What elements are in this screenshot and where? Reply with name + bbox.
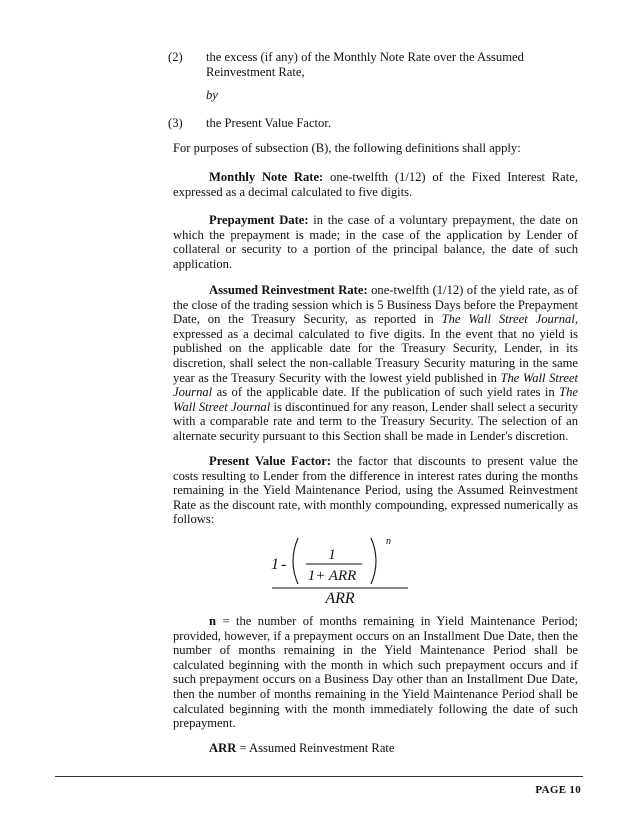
formula-left-paren xyxy=(293,538,298,584)
formula-inner-denominator: 1+ ARR xyxy=(307,568,357,584)
definition-term: Present Value Factor: xyxy=(209,454,332,468)
page-number: PAGE 10 xyxy=(535,784,581,796)
definition-text-part: as of the applicable date. If the publication of such yield rates in xyxy=(212,385,560,400)
definition-arr xyxy=(173,741,578,756)
formula-graphic xyxy=(268,535,418,607)
definition-n xyxy=(173,614,578,731)
definition-term: n xyxy=(209,614,217,628)
definition-text-part: one-twelfth (1/12) of the yield rate, as of the close of the trading session which is 5 Business Days before the Prepayment Date, on the Treasury Security, as reported in xyxy=(173,283,578,327)
formula-exponent: n xyxy=(386,536,391,547)
intro-paragraph xyxy=(173,141,578,156)
formula-minus: - xyxy=(281,556,287,573)
definition-text-part: is discontinued for any reason, Lender shall select a security with a comparable rate and term to the Treasury Security. The selection of an alternate security pursuant to this Section shall be made in Lender's discretion. xyxy=(173,399,578,443)
definition-term: Prepayment Date: xyxy=(209,213,309,227)
definition-term: ARR xyxy=(209,741,237,755)
formula-denominator: ARR xyxy=(325,590,355,607)
formula-right-paren xyxy=(371,538,376,584)
definition-assumed-reinvestment-rate xyxy=(173,283,578,444)
list-item-3 xyxy=(168,116,578,131)
publication-name: The Wall Street Journal xyxy=(441,312,575,327)
definition-monthly-note-rate xyxy=(173,170,578,199)
list-item-text: the Present Value Factor. xyxy=(206,116,331,130)
list-item-text: the excess (if any) of the Monthly Note Rate over the Assumed Reinvestment Rate, xyxy=(206,50,524,79)
definition-term: Monthly Note Rate: xyxy=(209,170,324,184)
connector-by: by xyxy=(206,88,218,102)
definition-text-part: , expressed as a decimal calculated to five digits. In the event that no yield is published on the applicable date for the Treasury Security, Lender, in its discretion, shall select the non-callable Treasury Security maturing in the same year as the Treasury Security with the lowest yield published in xyxy=(173,312,578,385)
list-item-number: (3) xyxy=(168,116,183,130)
connector-text xyxy=(206,88,578,103)
definition-text: in the case of a voluntary prepayment, the date on which the prepayment is made; in the case of the application by Lender of collateral or security to a portion of the principal balance, the date of such application. xyxy=(173,213,578,271)
list-item-2 xyxy=(168,50,578,79)
definition-prepayment-date xyxy=(173,213,578,271)
definition-text: the factor that discounts to present value the costs resulting to Lender from the difference in interest rates during the months remaining in the Yield Maintenance Period, using the Assumed Reinvestment Rate as the discount rate, with monthly compounding, expressed numerically as follows: xyxy=(173,454,578,527)
definition-text: = Assumed Reinvestment Rate xyxy=(236,741,395,755)
definition-term: Assumed Reinvestment Rate: xyxy=(209,283,368,297)
list-item-number: (2) xyxy=(168,50,183,64)
footer-rule xyxy=(55,776,583,777)
definition-text: one-twelfth (1/12) of the Fixed Interest Rate, expressed as a decimal calculated to five digits. xyxy=(173,170,578,199)
publication-name: The Wall Street Journal xyxy=(173,385,578,414)
definition-present-value-factor xyxy=(173,454,578,527)
present-value-formula xyxy=(268,535,418,607)
formula-inner-numerator: 1 xyxy=(328,547,336,563)
formula-one: 1 xyxy=(271,556,279,573)
publication-name: The Wall Street Journal xyxy=(173,370,578,400)
intro-text: For purposes of subsection (B), the following definitions shall apply: xyxy=(173,141,521,155)
definition-text: = the number of months remaining in Yield Maintenance Period; provided, however, if a prepayment occurs on an Installment Due Date, then the number of months remaining in the Yield Maintenance Period shall be calculated beginning with the month in which such prepayment occurs and if such prepayment occurs on a Business Day other than an Installment Due Date, then the number of months remaining in the Yield Maintenance Period shall be calculated beginning with the month immediately following the date of such prepayment. xyxy=(173,614,578,731)
